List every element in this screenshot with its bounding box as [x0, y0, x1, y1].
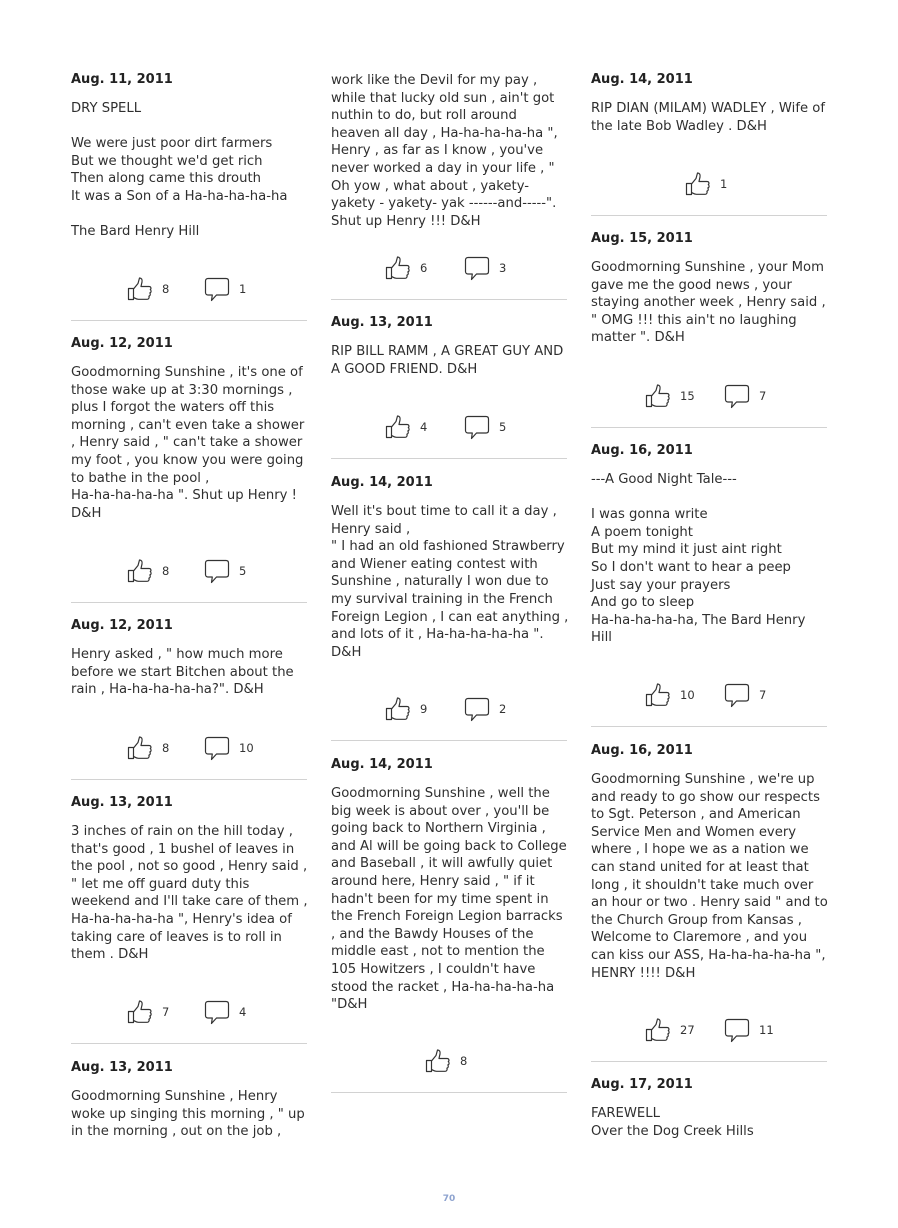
- post: [71, 618, 309, 699]
- like-count: 8: [460, 1054, 468, 1068]
- like-count: 27: [680, 1023, 695, 1037]
- post-date: Aug. 12, 2011: [71, 336, 173, 351]
- like-button[interactable]: [127, 556, 169, 586]
- comment-icon: [464, 414, 490, 440]
- post-actions: [331, 253, 569, 283]
- post-actions: [331, 412, 569, 442]
- comment-count: 4: [239, 1005, 247, 1019]
- post-date: Aug. 13, 2011: [71, 1060, 173, 1075]
- like-count: 9: [420, 702, 428, 716]
- comment-icon: [464, 696, 490, 722]
- post: [591, 231, 829, 347]
- like-button[interactable]: [645, 1015, 695, 1045]
- post-date: Aug. 13, 2011: [71, 795, 173, 810]
- post-date: Aug. 14, 2011: [331, 757, 433, 772]
- thumbs-up-icon: [645, 383, 671, 409]
- comment-button[interactable]: [724, 381, 766, 411]
- thumbs-up-icon: [385, 696, 411, 722]
- post-text: ---A Good Night Tale--- I was gonna write A poem tonight But my mind it just aint right So I don't want to hear a peep Just say your prayers And go to sleep Ha-ha-ha-ha-ha, The Bard Henry Hill: [591, 472, 806, 646]
- comment-count: 2: [499, 702, 507, 716]
- like-button[interactable]: [385, 253, 427, 283]
- like-button[interactable]: [385, 694, 427, 724]
- like-count: 6: [420, 261, 428, 275]
- like-button[interactable]: [127, 733, 169, 763]
- thumbs-up-icon: [385, 414, 411, 440]
- comment-button[interactable]: [464, 412, 506, 442]
- post-text: Goodmorning Sunshine , your Mom gave me the good news , your staying another week , Henry said , " OMG !!! this ain't no laughing matter ". D&H: [591, 260, 826, 346]
- post: [591, 743, 829, 982]
- like-count: 4: [420, 420, 428, 434]
- comment-button[interactable]: [204, 997, 246, 1027]
- post-text: Goodmorning Sunshine , Henry woke up singing this morning , " up in the morning , out on the job ,: [71, 1089, 305, 1140]
- comment-count: 7: [759, 389, 767, 403]
- thumbs-up-icon: [127, 558, 153, 584]
- comment-icon: [204, 276, 230, 302]
- divider: [331, 299, 567, 300]
- divider: [331, 458, 567, 459]
- post-date: Aug. 16, 2011: [591, 443, 693, 458]
- comment-button[interactable]: [464, 694, 506, 724]
- comment-icon: [204, 735, 230, 761]
- post-actions: [591, 381, 829, 411]
- divider: [71, 1043, 307, 1044]
- post-date: Aug. 17, 2011: [591, 1077, 693, 1092]
- like-count: 8: [162, 282, 170, 296]
- like-button[interactable]: [645, 680, 695, 710]
- post-date: Aug. 12, 2011: [71, 618, 173, 633]
- comment-icon: [204, 558, 230, 584]
- like-count: 1: [720, 177, 728, 191]
- thumbs-up-icon: [127, 735, 153, 761]
- divider: [591, 726, 827, 727]
- post: [71, 72, 309, 241]
- post: [71, 795, 309, 964]
- post-actions: [331, 1046, 569, 1076]
- like-count: 8: [162, 564, 170, 578]
- post-actions: [71, 556, 309, 586]
- post-date: Aug. 14, 2011: [591, 72, 693, 87]
- like-button[interactable]: [385, 412, 427, 442]
- post-text: Henry asked , " how much more before we start Bitchen about the rain , Ha-ha-ha-ha-ha?". D&H: [71, 647, 294, 698]
- post-actions: [591, 169, 829, 199]
- thumbs-up-icon: [425, 1048, 451, 1074]
- like-button[interactable]: [127, 997, 169, 1027]
- post-text: Goodmorning Sunshine , well the big week is about over , you'll be going back to Northern Virginia , and Al will be going back to College and Baseball , it will awfully quiet around here, Henry said , " if it hadn't been for my time spent in the French Foreign Legion barracks , and the Bawdy Houses of the middle east , not to mention the 105 Howitzers , I couldn't have stood the racket , Ha-ha-ha-ha-ha "D&H: [331, 786, 567, 1013]
- comment-button[interactable]: [204, 733, 254, 763]
- like-count: 10: [680, 688, 695, 702]
- post-date: Aug. 15, 2011: [591, 231, 693, 246]
- post-actions: [71, 274, 309, 304]
- comment-button[interactable]: [724, 680, 766, 710]
- post: [71, 336, 309, 522]
- like-button[interactable]: [425, 1046, 467, 1076]
- comment-count: 1: [239, 282, 247, 296]
- post: [591, 72, 829, 135]
- post-actions: [591, 1015, 829, 1045]
- page-number: 70: [442, 1194, 456, 1204]
- post-text: FAREWELL Over the Dog Creek Hills: [591, 1106, 754, 1139]
- comment-count: 3: [499, 261, 507, 275]
- post-actions: [331, 694, 569, 724]
- comment-button[interactable]: [204, 556, 246, 586]
- post: [331, 475, 569, 661]
- post-actions: [71, 997, 309, 1027]
- post: [331, 757, 569, 1014]
- comment-icon: [724, 682, 750, 708]
- thumbs-up-icon: [385, 255, 411, 281]
- divider: [331, 1092, 567, 1093]
- comment-count: 5: [239, 564, 247, 578]
- comment-button[interactable]: [464, 253, 506, 283]
- comment-count: 11: [759, 1023, 774, 1037]
- post-actions: [591, 680, 829, 710]
- thumbs-up-icon: [685, 171, 711, 197]
- post-text: Well it's bout time to call it a day , Henry said , " I had an old fashioned Strawberry and Wiener eating contest with Sunshine , naturally I won due to my survival training in the French Foreign Legion , I can eat anything , and lots of it , Ha-ha-ha-ha-ha ". D&H: [331, 504, 569, 660]
- post-text: RIP DIAN (MILAM) WADLEY , Wife of the late Bob Wadley . D&H: [591, 101, 825, 134]
- comment-icon: [724, 383, 750, 409]
- comment-icon: [724, 1017, 750, 1043]
- post-text: work like the Devil for my pay , while that lucky old sun , ain't got nuthin to do, but roll around heaven all day , Ha-ha-ha-ha-ha ", Henry , as far as I know , you've never worked a day in your life , " Oh yow , what about , yakety-yakety - yakety- yak ------and-----". Shut up Henry !!! D&H: [331, 73, 558, 229]
- like-button[interactable]: [685, 169, 727, 199]
- thumbs-up-icon: [127, 999, 153, 1025]
- post: [591, 1077, 829, 1140]
- thumbs-up-icon: [645, 1017, 671, 1043]
- post: [591, 443, 829, 647]
- comment-count: 5: [499, 420, 507, 434]
- post-text: Goodmorning Sunshine , it's one of those wake up at 3:30 mornings , plus I forgot the waters off this morning , can't even take a shower , Henry said , " can't take a shower my foot , you know you were going to bathe in the pool , Ha-ha-ha-ha-ha ". Shut up Henry ! D&H: [71, 365, 305, 521]
- post-date: Aug. 13, 2011: [331, 315, 433, 330]
- thumbs-up-icon: [645, 682, 671, 708]
- comment-count: 10: [239, 741, 254, 755]
- like-count: 7: [162, 1005, 170, 1019]
- comment-button[interactable]: [724, 1015, 774, 1045]
- divider: [591, 1061, 827, 1062]
- comment-button[interactable]: [204, 274, 246, 304]
- divider: [71, 602, 307, 603]
- like-count: 8: [162, 741, 170, 755]
- comment-icon: [464, 255, 490, 281]
- post-text: 3 inches of rain on the hill today , that's good , 1 bushel of leaves in the pool , not so good , Henry said , " let me off guard duty this weekend and I'll take care of them , Ha-ha-ha-ha-ha ", Henry's idea of taking care of leaves is to roll in them . D&H: [71, 824, 308, 963]
- comment-icon: [204, 999, 230, 1025]
- divider: [331, 740, 567, 741]
- post: [331, 72, 569, 230]
- post-actions: [71, 733, 309, 763]
- post: [331, 315, 569, 378]
- like-button[interactable]: [127, 274, 169, 304]
- post-date: Aug. 16, 2011: [591, 743, 693, 758]
- divider: [71, 320, 307, 321]
- post-text: Goodmorning Sunshine , we're up and ready to go show our respects to Sgt. Peterson , and American Service Men and Women every where , I hope we as a nation we can stand united for at least that long , it shouldn't take much over an hour or two . Henry said " and to the Church Group from Kansas , Welcome to Claremore , and you can kiss our ASS, Ha-ha-ha-ha-ha ", HENRY !!!! D&H: [591, 772, 828, 981]
- divider: [71, 779, 307, 780]
- divider: [591, 427, 827, 428]
- divider: [591, 215, 827, 216]
- post-date: Aug. 14, 2011: [331, 475, 433, 490]
- post-date: Aug. 11, 2011: [71, 72, 173, 87]
- like-count: 15: [680, 389, 695, 403]
- thumbs-up-icon: [127, 276, 153, 302]
- post-text: DRY SPELL We were just poor dirt farmers But we thought we'd get rich Then along came this drouth It was a Son of a Ha-ha-ha-ha-ha The Bard Henry Hill: [71, 101, 288, 240]
- post: [71, 1060, 309, 1141]
- comment-count: 7: [759, 688, 767, 702]
- post-text: RIP BILL RAMM , A GREAT GUY AND A GOOD FRIEND. D&H: [331, 344, 564, 377]
- like-button[interactable]: [645, 381, 695, 411]
